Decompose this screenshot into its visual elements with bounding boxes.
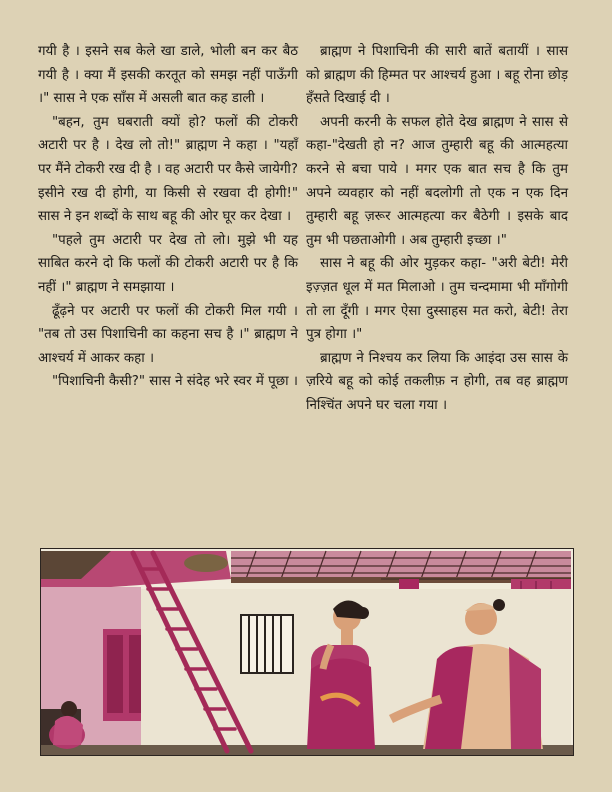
- right-paragraph-2: अपनी करनी के सफल होते देख ब्राह्मण ने सास से कहा-"देखती हो न? आज तुम्हारी बहू की आत्महत्या करने से बचा पाये । मगर एक बात सच है कि तुम अपने व्यवहार को नहीं बदलोगी तो एक न एक दिन तुम्हारी बहू ज़रूर आत्महत्या कर बैठेगी । इसके बाद तुम भी पछताओगी । अब तुम्हारी इच्छा ।": [306, 114, 568, 248]
- roof-tiles: [231, 551, 571, 583]
- right-paragraph-3: सास ने बहू की ओर मुड़कर कहा- "अरी बेटी! मेरी इज़्ज़त धूल में मत मिलाओ । तुम चन्दमामा भी माँगोगी तो ला दूँगी । मगर ऐसा दुस्साहस मत करो, बेटी! तेरा पुत्र होगा ।": [306, 256, 568, 343]
- barred-window: [241, 615, 293, 673]
- right-paragraph-4: ब्राह्मण ने निश्चय कर लिया कि आइंदा उस सास के ज़रिये बहू को कोई तकलीफ़ न होगी, तब वह ब्राह्मण निश्चिंत अपने घर चला गया ।: [306, 350, 568, 413]
- fruit-basket: [184, 554, 228, 572]
- right-paragraph-1: ब्राह्मण ने पिशाचिनी की सारी बातें बतायीं । सास को ब्राह्मण की हिम्मत पर आश्चर्य हुआ । बहू रोना छोड़ हँसते दिखाई दी ।: [306, 44, 568, 107]
- left-paragraph-2: "बहन, तुम घबराती क्यों हो? फलों की टोकरी अटारी पर है । देख लो तो!" ब्राह्मण ने कहा । "यहाँ पर मैंने टोकरी रख दी है । वह अटारी पर कैसे जायेगी? इसीने रख दी होगी, या किसी से रखवा दी होगी!" सास ने इन शब्दों के साथ बहू की ओर घूर कर देखा ।: [38, 114, 298, 225]
- right-text-column: [306, 40, 568, 418]
- story-illustration: [40, 548, 574, 756]
- left-paragraph-4: ढूँढ़ने पर अटारी पर फलों की टोकरी मिल गयी । "तब तो उस पिशाचिनी का कहना सच है ।" ब्राह्मण ने आश्चर्य में आकर कहा ।: [38, 303, 298, 366]
- left-paragraph-1: गयी है । इसने सब केले खा डाले, भोली बन कर बैठ गयी है । क्या मैं इसकी करतूत को समझ नहीं पाऊँगी ।" सास ने एक साँस में असली बात कह डाली ।: [38, 44, 298, 107]
- left-text-column: [38, 40, 298, 394]
- illustration-scene: [41, 549, 573, 755]
- left-paragraph-3: "पहले तुम अटारी पर देख तो लो। मुझे भी यह साबित करने दो कि फलों की टोकरी अटारी पर है कि नहीं ।" ब्राह्मण ने समझाया ।: [38, 232, 298, 295]
- left-paragraph-5: "पिशाचिनी कैसी?" सास ने संदेह भरे स्वर में पूछा ।: [52, 374, 298, 390]
